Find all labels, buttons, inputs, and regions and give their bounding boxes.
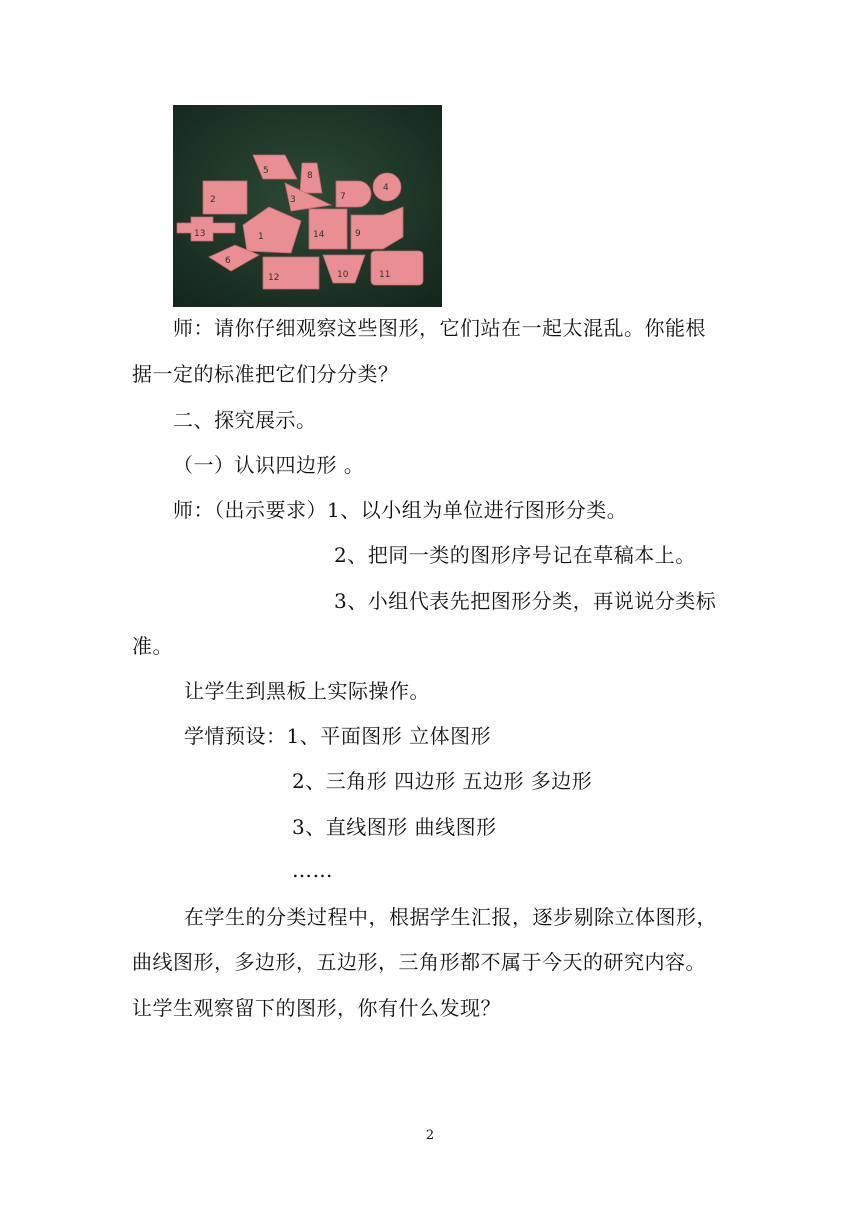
paragraph-ellipsis: …… — [292, 858, 333, 882]
paragraph-summary-3: 让学生观察留下的图形，你有什么发现？ — [132, 996, 501, 1020]
svg-text:6: 6 — [225, 256, 231, 266]
svg-text:14: 14 — [313, 230, 325, 240]
svg-text:13: 13 — [194, 229, 206, 239]
shapes-photo — [173, 105, 442, 307]
svg-text:5: 5 — [263, 166, 269, 176]
paragraph-requirement-2: 2、把同一类的图形序号记在草稿本上。 — [334, 543, 696, 567]
svg-text:8: 8 — [307, 171, 313, 181]
svg-text:9: 9 — [355, 229, 361, 239]
section-heading-explore: 二、探究展示。 — [173, 408, 317, 432]
svg-text:3: 3 — [290, 195, 296, 205]
paragraph-teacher-question-cont: 据一定的标准把它们分分类？ — [132, 362, 399, 386]
paragraph-teacher-question: 师：请你仔细观察这些图形，它们站在一起太混乱。你能根 — [173, 316, 706, 340]
paragraph-preset-2: 2、三角形 四边形 五边形 多边形 — [292, 769, 593, 793]
page-number: 2 — [425, 1128, 435, 1143]
svg-text:7: 7 — [340, 192, 346, 202]
svg-text:10: 10 — [337, 270, 349, 280]
paragraph-requirement-1: 师：（出示要求）1、以小组为单位进行图形分类。 — [173, 498, 628, 522]
paragraph-summary-2: 曲线图形，多边形，五边形，三角形都不属于今天的研究内容。 — [132, 950, 706, 974]
shape-square-14 — [309, 209, 347, 249]
svg-text:4: 4 — [383, 183, 389, 193]
paragraph-preset-3: 3、直线图形 曲线图形 — [292, 815, 497, 839]
svg-text:1: 1 — [258, 232, 264, 242]
paragraph-summary-1: 在学生的分类过程中，根据学生汇报，逐步剔除立体图形， — [184, 905, 717, 929]
svg-text:11: 11 — [379, 270, 391, 280]
svg-text:2: 2 — [210, 195, 216, 205]
subheading-quadrilateral: （一）认识四边形 。 — [173, 453, 365, 477]
paragraph-preset-1: 学情预设：1、平面图形 立体图形 — [184, 724, 492, 748]
paragraph-requirement-3: 3、小组代表先把图形分类，再说说分类标 — [334, 589, 717, 613]
paragraph-requirement-3-cont: 准。 — [132, 634, 173, 658]
svg-text:12: 12 — [268, 273, 280, 283]
paragraph-blackboard: 让学生到黑板上实际操作。 — [184, 679, 430, 703]
